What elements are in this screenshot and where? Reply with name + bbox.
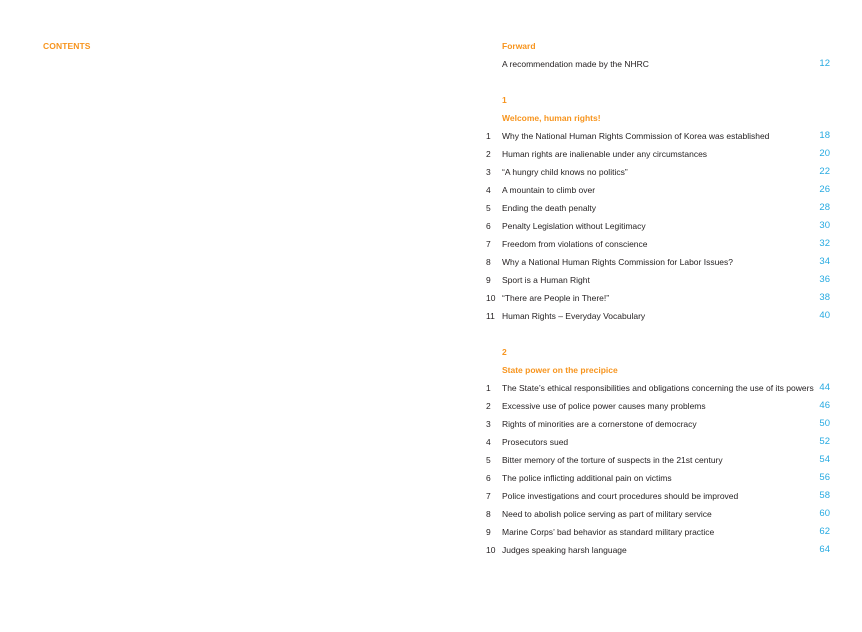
toc-entry[interactable] (486, 382, 830, 400)
toc-entry-page: 56 (819, 472, 830, 483)
toc-entry-page: 26 (819, 184, 830, 195)
toc-entry-page: 12 (819, 58, 830, 69)
toc-entry-page: 58 (819, 490, 830, 501)
toc-entry[interactable] (486, 130, 830, 148)
toc-entry[interactable] (486, 472, 830, 490)
toc-entry-title: The police inflicting additional pain on victims (502, 473, 672, 483)
toc-entry-number: 6 (486, 473, 491, 483)
toc-entry-title: Bitter memory of the torture of suspects in the 21st century (502, 455, 723, 465)
toc-entry[interactable] (486, 148, 830, 166)
toc-entry[interactable] (486, 436, 830, 454)
toc-entry-number: 4 (486, 437, 491, 447)
toc-entry-title: Prosecutors sued (502, 437, 569, 447)
toc-entry-page: 18 (819, 130, 830, 141)
toc-entry-number: 1 (486, 383, 491, 393)
toc-entry-number: 7 (486, 491, 491, 501)
toc-entry-title: Why the National Human Rights Commission of Korea was established (502, 131, 770, 141)
toc-entry-page: 30 (819, 220, 830, 231)
toc-entry-page: 32 (819, 238, 830, 249)
toc-entry-title: The State’s ethical responsibilities and obligations concerning the use of its powers (502, 383, 814, 393)
toc-entry-page: 38 (819, 292, 830, 303)
toc-entry[interactable] (486, 454, 830, 472)
toc-entry-number: 2 (486, 149, 491, 159)
toc-entry-number: 8 (486, 257, 491, 267)
toc-entry-title: Why a National Human Rights Commission for Labor Issues? (502, 257, 734, 267)
toc-entry[interactable] (486, 220, 830, 238)
toc-entry-page: 34 (819, 256, 830, 267)
toc-entry-title: Human Rights – Everyday Vocabulary (502, 311, 646, 321)
toc-entry-number: 1 (486, 131, 491, 141)
toc-entry[interactable] (486, 526, 830, 544)
toc-entry-number: 2 (486, 401, 491, 411)
toc-entry[interactable] (486, 184, 830, 202)
forward-title: Forward (502, 41, 536, 51)
toc-entry[interactable] (486, 490, 830, 508)
section-number: 2 (502, 347, 507, 357)
toc-entry[interactable] (486, 274, 830, 292)
toc-entry-number: 8 (486, 509, 491, 519)
toc-entry-number: 9 (486, 275, 491, 285)
toc-entry[interactable] (486, 256, 830, 274)
toc-entry-title: Need to abolish police serving as part of military service (502, 509, 712, 519)
toc-entry[interactable] (486, 544, 830, 562)
toc-entry-number: 5 (486, 455, 491, 465)
toc-entry-title: Human rights are inalienable under any circumstances (502, 149, 708, 159)
toc-entry-number: 4 (486, 185, 491, 195)
toc-entry-page: 54 (819, 454, 830, 465)
toc-entry-title: Police investigations and court procedures should be improved (502, 491, 739, 501)
toc-entry-page: 20 (819, 148, 830, 159)
toc-entry[interactable] (486, 238, 830, 256)
toc-entry[interactable] (486, 58, 830, 76)
toc-entry-page: 64 (819, 544, 830, 555)
toc-entry-title: Rights of minorities are a cornerstone of democracy (502, 419, 697, 429)
toc-entry-page: 40 (819, 310, 830, 321)
toc-entry[interactable] (486, 418, 830, 436)
toc-entry-page: 28 (819, 202, 830, 213)
toc-entry-page: 50 (819, 418, 830, 429)
toc-entry-number: 10 (486, 293, 496, 303)
toc-entry-page: 46 (819, 400, 830, 411)
section-number: 1 (502, 95, 507, 105)
toc-entry-page: 36 (819, 274, 830, 285)
section-title: Welcome, human rights! (502, 113, 601, 123)
toc-entry-title: Excessive use of police power causes many problems (502, 401, 706, 411)
section-title: State power on the precipice (502, 365, 618, 375)
toc-entry-title: Marine Corps’ bad behavior as standard military practice (502, 527, 715, 537)
toc-entry-title: Ending the death penalty (502, 203, 597, 213)
toc-entry-page: 52 (819, 436, 830, 447)
table-of-contents (486, 40, 830, 562)
toc-entry-number: 3 (486, 167, 491, 177)
toc-entry-page: 44 (819, 382, 830, 393)
toc-entry-title: A mountain to climb over (502, 185, 596, 195)
toc-entry[interactable] (486, 310, 830, 328)
toc-entry-title: “A hungry child knows no politics” (502, 167, 628, 177)
toc-entry-number: 3 (486, 419, 491, 429)
contents-heading: CONTENTS (43, 41, 91, 51)
toc-entry-page: 60 (819, 508, 830, 519)
toc-entry-title: A recommendation made by the NHRC (502, 59, 649, 69)
toc-entry[interactable] (486, 202, 830, 220)
toc-entry-title: Penalty Legislation without Legitimacy (502, 221, 646, 231)
toc-entry-number: 9 (486, 527, 491, 537)
toc-entry-number: 5 (486, 203, 491, 213)
toc-entry-title: “There are People in There!” (502, 293, 610, 303)
toc-entry[interactable] (486, 508, 830, 526)
toc-entry-number: 10 (486, 545, 496, 555)
toc-entry-number: 7 (486, 239, 491, 249)
toc-entry-page: 62 (819, 526, 830, 537)
toc-entry-number: 6 (486, 221, 491, 231)
toc-entry-title: Freedom from violations of conscience (502, 239, 648, 249)
toc-entry-title: Sport is a Human Right (502, 275, 590, 285)
toc-entry-title: Judges speaking harsh language (502, 545, 627, 555)
toc-entry[interactable] (486, 400, 830, 418)
toc-entry-page: 22 (819, 166, 830, 177)
toc-entry[interactable] (486, 166, 830, 184)
toc-entry[interactable] (486, 292, 830, 310)
toc-entry-number: 11 (486, 311, 495, 321)
